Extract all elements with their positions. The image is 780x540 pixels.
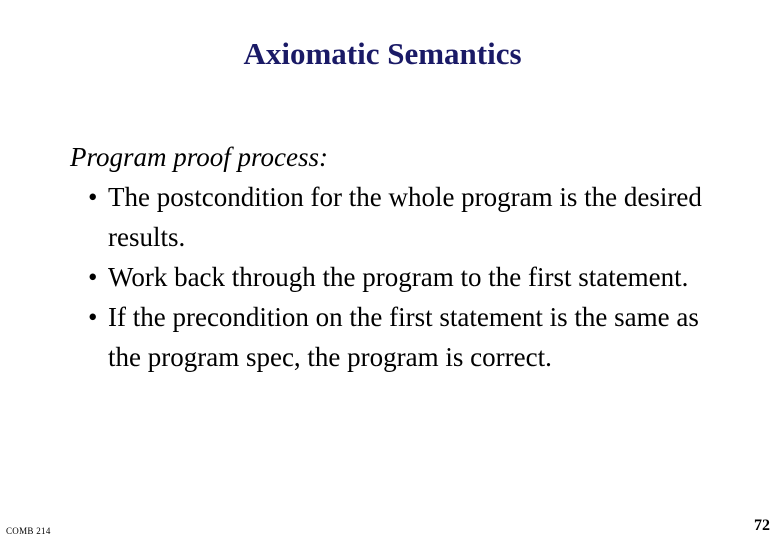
bullet-icon: • (88, 182, 98, 212)
bullet-text: The postcondition for the whole program is the desired results. (108, 182, 702, 252)
slide-content (70, 137, 750, 377)
bullet-item (70, 297, 718, 377)
bullet-text: If the precondition on the first statement is the same as the program spec, the program is correct. (108, 302, 699, 372)
bullet-icon: • (88, 302, 98, 332)
course-code: COMB 214 (6, 526, 51, 536)
bullet-item (70, 257, 718, 297)
bullet-list (70, 177, 750, 377)
content-heading: Program proof process: (70, 142, 328, 172)
slide-title: Axiomatic Semantics (243, 36, 522, 71)
bullet-item (70, 177, 718, 257)
bullet-text: Work back through the program to the first statement. (108, 262, 689, 292)
bullet-icon: • (88, 262, 98, 292)
page-number: 72 (754, 517, 770, 534)
